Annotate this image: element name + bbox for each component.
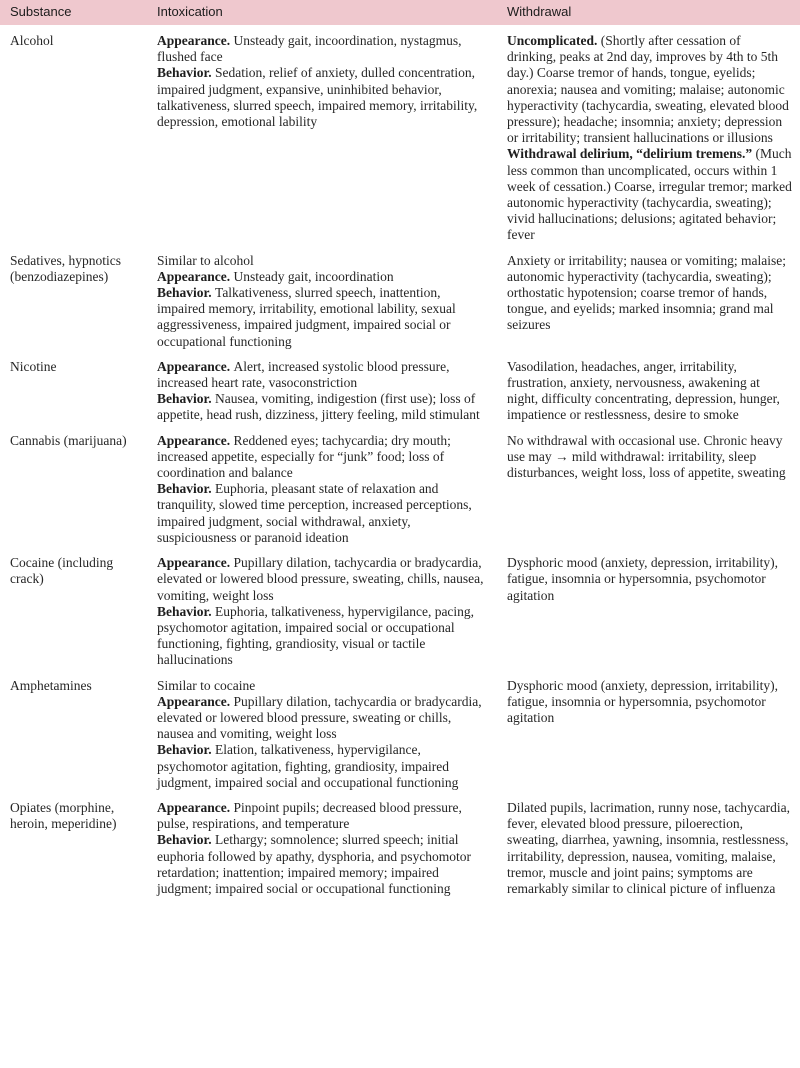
column-header-withdrawal: Withdrawal xyxy=(507,4,572,19)
cell-paragraph: Behavior. Elation, talkativeness, hypervigilance, psychomotor agitation, fighting, grandiosity, impaired judgment, impaired social and occupational functioning xyxy=(157,742,459,790)
cell-paragraph: Appearance. Unsteady gait, incoordination xyxy=(157,268,394,284)
cell-paragraph: Vasodilation, headaches, anger, irritability, frustration, anxiety, nervousness, awakening at night, difficulty concentrating, depression, hunger, impatience or restlessness, desire to smoke xyxy=(507,358,780,423)
cell-paragraph: Appearance. Reddened eyes; tachycardia; dry mouth; increased appetite, especially for “junk” food; loss of coordination and balance xyxy=(157,432,451,481)
substance-cell: Amphetamines xyxy=(10,677,92,693)
term-lead: Uncomplicated. xyxy=(507,33,601,48)
cell-paragraph: Anxiety or irritability; nausea or vomiting; malaise; autonomic hyperactivity (tachycardia, sweating); orthostatic hypotension; coarse tremor of hands, tongue, and eyelids; marked insomnia; grand mal seizures xyxy=(507,252,786,333)
table-row xyxy=(0,244,800,350)
term-lead: Behavior. xyxy=(157,65,216,81)
cell-paragraph: Behavior. Talkativeness, slurred speech, inattention, impaired memory, irritability, emotional lability, sexual aggressiveness, impaired judgment, impaired social or occupational functioning xyxy=(157,285,456,349)
cell-paragraph: Dilated pupils, lacrimation, runny nose, tachycardia, fever, elevated blood pressure, piloerection, sweating, diarrhea, yawning, insomnia, restlessness, irritability, depression, nausea, vomiting, malaise, tremor, muscle and joint pains; symptoms are remarkably similar to clinical picture of influenza xyxy=(507,799,791,896)
table-body xyxy=(0,25,800,897)
substance-cell: Sedatives, hypnotics (benzodiazepines) xyxy=(10,252,121,284)
substance-cell: Opiates (morphine, heroin, meperidine) xyxy=(10,799,117,832)
withdrawal-cell xyxy=(497,33,800,244)
cell-paragraph: Behavior. Euphoria, pleasant state of relaxation and tranquility, slowed time perception, increased perceptions, impaired judgment, social withdrawal, anxiety, suspiciousness or paranoid ideation xyxy=(157,481,472,545)
cell-paragraph: Similar to cocaine xyxy=(157,677,256,693)
cell-paragraph: Appearance. Pupillary dilation, tachycardia or bradycardia, elevated or lowered blood pressure, sweating or chills, nausea and vomiting, weight loss xyxy=(157,693,482,742)
cell-paragraph: Appearance. Unsteady gait, incoordination, nystagmus, flushed face xyxy=(157,33,462,65)
term-lead: Appearance. xyxy=(157,555,234,571)
table-row xyxy=(0,669,800,791)
substance-cell: Cannabis (marijuana) xyxy=(10,432,127,448)
cell-paragraph: Behavior. Sedation, relief of anxiety, dulled concentration, impaired judgment, expansive, uninhibited behavior, talkativeness, slurred speech, impaired memory, irritability, depression, emotional lability xyxy=(157,65,478,130)
cell-paragraph: Behavior. Nausea, vomiting, indigestion (first use); loss of appetite, head rush, dizziness, jittery feeling, mild stimulant xyxy=(157,391,480,423)
cell-paragraph: Uncomplicated. (Shortly after cessation of drinking, peaks at 2nd day, improves by 4th to 5th day.) Coarse tremor of hands, tongue, eyelids; anorexia; nausea and vomiting; malaise; autonomic hyperactivity (tachycardia, sweating, elevated blood pressure); headache; insomnia; anxiety; depression or irritability; transient hallucinations or illusions xyxy=(507,33,789,146)
column-header-substance: Substance xyxy=(10,4,72,19)
column-header-intoxication: Intoxication xyxy=(157,4,223,19)
term-lead: Appearance. xyxy=(157,33,234,48)
table-row xyxy=(0,791,800,897)
term-lead: Behavior. xyxy=(157,285,216,301)
term-lead: Appearance. xyxy=(157,693,234,709)
cell-paragraph: Behavior. Lethargy; somnolence; slurred speech; initial euphoria followed by apathy, dysphoria, and psychomotor retardation; inattention; impaired memory; impaired judgment; impaired social or occupational functioning xyxy=(157,832,472,896)
term-lead: Appearance. xyxy=(157,799,234,815)
intoxication-cell xyxy=(147,33,497,244)
table-row xyxy=(0,424,800,546)
table-row xyxy=(0,25,800,244)
withdrawal-cell xyxy=(497,433,800,546)
substance-cell: Nicotine xyxy=(10,358,57,374)
term-lead: Behavior. xyxy=(157,832,216,848)
intoxication-cell xyxy=(147,359,497,424)
intoxication-cell xyxy=(147,555,497,668)
intoxication-cell xyxy=(147,433,497,546)
cell-paragraph: Similar to alcohol xyxy=(157,252,254,268)
term-lead: Behavior. xyxy=(157,603,216,619)
cell-paragraph: Appearance. Alert, increased systolic blood pressure, increased heart rate, vasoconstriction xyxy=(157,358,450,391)
withdrawal-cell xyxy=(497,678,800,791)
term-lead: Appearance. xyxy=(157,432,234,448)
cell-paragraph: Appearance. Pinpoint pupils; decreased blood pressure, pulse, respirations, and temperature xyxy=(157,799,462,832)
term-lead: Appearance. xyxy=(157,358,234,374)
table-row xyxy=(0,350,800,424)
withdrawal-cell xyxy=(497,555,800,668)
term-lead: Appearance. xyxy=(157,268,234,284)
substance-cell: Cocaine (including crack) xyxy=(10,555,114,587)
term-lead: Behavior. xyxy=(157,481,216,497)
cell-paragraph: Dysphoric mood (anxiety, depression, irritability), fatigue, insomnia or hypersomnia, psychomotor agitation xyxy=(507,555,778,603)
cell-paragraph: Behavior. Euphoria, talkativeness, hypervigilance, pacing, psychomotor agitation, impaired social or occupational functioning, fighting, grandiosity, visual or tactile hallucinations xyxy=(157,603,475,668)
table-row xyxy=(0,546,800,668)
intoxication-cell xyxy=(147,800,497,897)
cell-paragraph: No withdrawal with occasional use. Chronic heavy use may → mild withdrawal: irritability, sleep disturbances, weight loss, loss of appetite, sweating xyxy=(507,432,786,481)
term-lead: Behavior. xyxy=(157,391,216,407)
term-lead: Withdrawal delirium, “delirium tremens.” xyxy=(507,146,756,162)
cell-paragraph: Appearance. Pupillary dilation, tachycardia or bradycardia, elevated or lowered blood pressure, sweating, chills, nausea, vomiting, weight loss xyxy=(157,555,484,603)
intoxication-cell xyxy=(147,253,497,350)
substance-cell: Alcohol xyxy=(10,33,54,48)
term-lead: Behavior. xyxy=(157,742,216,758)
table-header-row xyxy=(0,0,800,25)
withdrawal-cell xyxy=(497,359,800,424)
intoxication-cell xyxy=(147,678,497,791)
withdrawal-cell xyxy=(497,253,800,350)
cell-paragraph: Withdrawal delirium, “delirium tremens.” (Much less common than uncomplicated, occurs within 1 week of cessation.) Coarse, irregular tremor; marked autonomic hyperactivity (tachycardia, sweating); vivid hallucinations; delusions; agitated behavior; fever xyxy=(507,146,792,243)
cell-paragraph: Dysphoric mood (anxiety, depression, irritability), fatigue, insomnia or hypersomnia, psychomotor agitation xyxy=(507,677,778,725)
withdrawal-cell xyxy=(497,800,800,897)
